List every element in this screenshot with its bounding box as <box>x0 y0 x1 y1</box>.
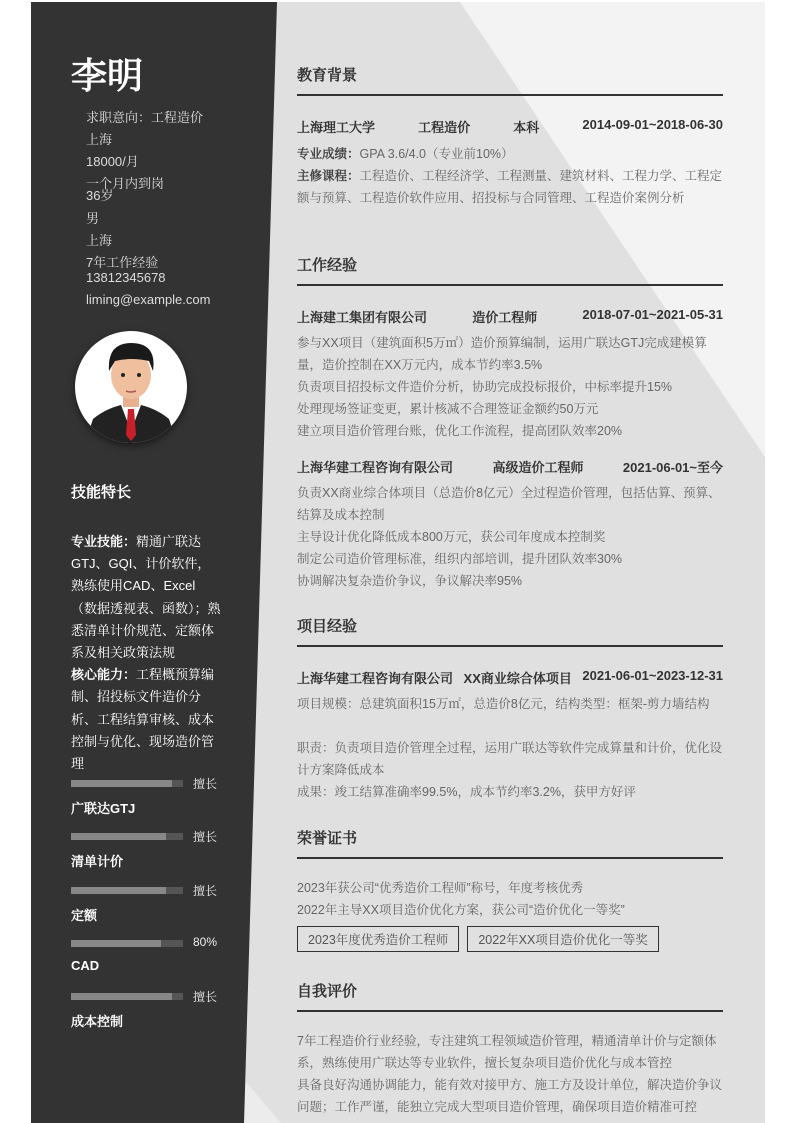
job-row <box>297 457 723 476</box>
self-eval-text <box>297 1030 725 1118</box>
skill-level-bar <box>71 780 183 787</box>
job-date: 2018-07-01~2021-05-31 <box>582 307 723 322</box>
job-duty: 制定公司造价管理标准，组织内部培训，提升团队效率30% <box>297 552 623 566</box>
job-duty: 协调解决复杂造价争议，争议解决率95% <box>297 574 523 588</box>
project-details <box>297 693 725 803</box>
project-scale: 项目规模：总建筑面积15万㎡，总造价8亿元，结构类型：框架-剪力墙结构 <box>297 697 710 711</box>
phone: 13812345678 <box>86 270 166 285</box>
job-duty: 建立项目造价管理台账，优化工作流程，提高团队效率20% <box>297 424 623 438</box>
honor-badge: 2022年XX项目造价优化一等奖 <box>467 926 658 952</box>
job-role: 造价工程师 <box>472 310 538 325</box>
honors-list <box>297 877 727 921</box>
skill-level-label: 擅长 <box>193 777 218 791</box>
skill-level-label: 80% <box>193 934 218 949</box>
project-name: XX商业综合体项目 <box>463 671 572 686</box>
job-duty: 主导设计优化降低成本800万元，获公司年度成本控制奖 <box>297 530 606 544</box>
skill-level-bar <box>71 887 183 894</box>
education-date: 2014-09-01~2018-06-30 <box>582 117 723 132</box>
education-heading: 教育背景 <box>297 64 723 96</box>
age: 36岁 <box>86 188 114 203</box>
honor-badge: 2023年度优秀造价工程师 <box>297 926 459 952</box>
job-duties <box>297 332 722 442</box>
skill-level-label: 擅长 <box>193 830 218 845</box>
expected-salary: 18000/月 <box>86 154 139 169</box>
skill-level-label: 擅长 <box>193 990 218 1005</box>
skill-level-fill <box>71 993 172 1000</box>
gender: 男 <box>86 211 100 226</box>
experience-years: 7年工作经验 <box>86 255 159 270</box>
job-duties <box>297 482 722 592</box>
skill-name: CAD <box>71 957 100 973</box>
job-duty: 负责项目招投标文件造价分析，协助完成投标报价，中标率提升15% <box>297 380 673 394</box>
skill-level-fill <box>71 833 166 840</box>
education-row <box>297 117 723 136</box>
project-row <box>297 668 723 687</box>
skill-level-fill <box>71 780 172 787</box>
project-duty: 职责：负责项目造价管理全过程，运用广联达等软件完成算量和计价，优化设计方案降低成本 <box>297 741 723 777</box>
courses: 工程造价、工程经济学、工程测量、建筑材料、工程力学、工程定额与预算、工程造价软件应用、招投标与合同管理、工程造价案例分析 <box>297 169 723 205</box>
job-duty: 参与XX项目（建筑面积5万㎡）造价预算编制，运用广联达GTJ完成建模算量，造价控制在XX万元内，成本节约率3.5% <box>297 336 707 372</box>
job-duty: 负责XX商业综合体项目（总造价8亿元）全过程造价管理，包括估算、预算、结算及成本控制 <box>297 486 721 522</box>
residence: 上海 <box>86 233 113 248</box>
project-company: 上海华建工程咨询有限公司 <box>297 671 454 686</box>
courses-label: 主修课程： <box>297 169 360 183</box>
intended-city: 上海 <box>86 132 113 147</box>
skill-level-fill <box>71 887 166 894</box>
self-eval-heading: 自我评价 <box>297 980 723 1012</box>
honor-badges <box>297 926 659 952</box>
job-row <box>297 307 723 326</box>
gpa: GPA 3.6/4.0（专业前10%） <box>359 147 514 161</box>
pro-skills-label: 专业技能： <box>71 534 137 549</box>
avatar-photo <box>75 331 187 443</box>
skills-description <box>71 531 221 775</box>
skill-name: 广联达GTJ <box>71 801 136 816</box>
job-company: 上海华建工程咨询有限公司 <box>297 460 454 475</box>
skill-level-bar <box>71 833 183 840</box>
school: 上海理工大学 <box>297 120 376 135</box>
skill-level-bar <box>71 940 183 947</box>
job-company: 上海建工集团有限公司 <box>297 310 428 325</box>
skill-level-label: 擅长 <box>193 883 218 898</box>
job-date: 2021-06-01~至今 <box>622 460 723 475</box>
pro-skills-text: 精通广联达GTJ、GQI、计价软件，熟练使用CAD、Excel（数据透视表、函数）；熟悉清单计价规范、定额体系及相关政策法规 <box>71 534 221 661</box>
education-details <box>297 143 723 209</box>
skill-name: 定额 <box>71 907 98 923</box>
honor-item: 2022年主导XX项目造价优化方案，获公司“造价优化一等奖” <box>297 903 625 917</box>
honor-item: 2023年获公司“优秀造价工程师”称号，年度考核优秀 <box>297 881 584 895</box>
degree: 本科 <box>513 120 540 135</box>
self-eval-line: 具备良好沟通协调能力，能有效对接甲方、施工方及设计单位，解决造价争议问题；工作严谨，能独立完成大型项目造价管理，确保项目造价精准可控 <box>297 1078 723 1114</box>
core-skills-label: 核心能力： <box>71 667 137 683</box>
project-heading: 项目经验 <box>297 615 723 647</box>
major: 工程造价 <box>418 120 471 135</box>
skill-level-fill <box>71 940 161 947</box>
honors-heading: 荣誉证书 <box>297 827 723 859</box>
project-date: 2021-06-01~2023-12-31 <box>582 668 723 683</box>
skill-level-bar <box>71 993 183 1000</box>
availability: 一个月内到岗 <box>86 176 165 191</box>
skill-name: 清单计价 <box>71 854 124 870</box>
core-skills-text: 工程概预算编制、招投标文件造价分析、工程结算审核、成本控制与优化、现场造价管理 <box>71 667 215 772</box>
project-result: 成果：竣工结算准确率99.5%，成本节约率3.2%，获甲方好评 <box>297 785 636 799</box>
skills-heading: 技能特长 <box>71 484 132 501</box>
work-heading: 工作经验 <box>297 254 723 286</box>
job-duty: 处理现场签证变更，累计核减不合理签证金额约50万元 <box>297 402 599 416</box>
gpa-label: 专业成绩： <box>297 147 360 161</box>
job-intention: 求职意向：工程造价 <box>86 110 204 125</box>
self-eval-line: 7年工程造价行业经验，专注建筑工程领域造价管理，精通清单计价与定额体系，熟练使用广联达等专业软件，擅长复杂项目造价优化与成本管控 <box>297 1034 717 1070</box>
skill-name: 成本控制 <box>71 1014 124 1030</box>
email: liming@example.com <box>86 292 211 307</box>
candidate-name: 李明 <box>71 55 144 96</box>
job-role: 高级造价工程师 <box>492 460 584 475</box>
